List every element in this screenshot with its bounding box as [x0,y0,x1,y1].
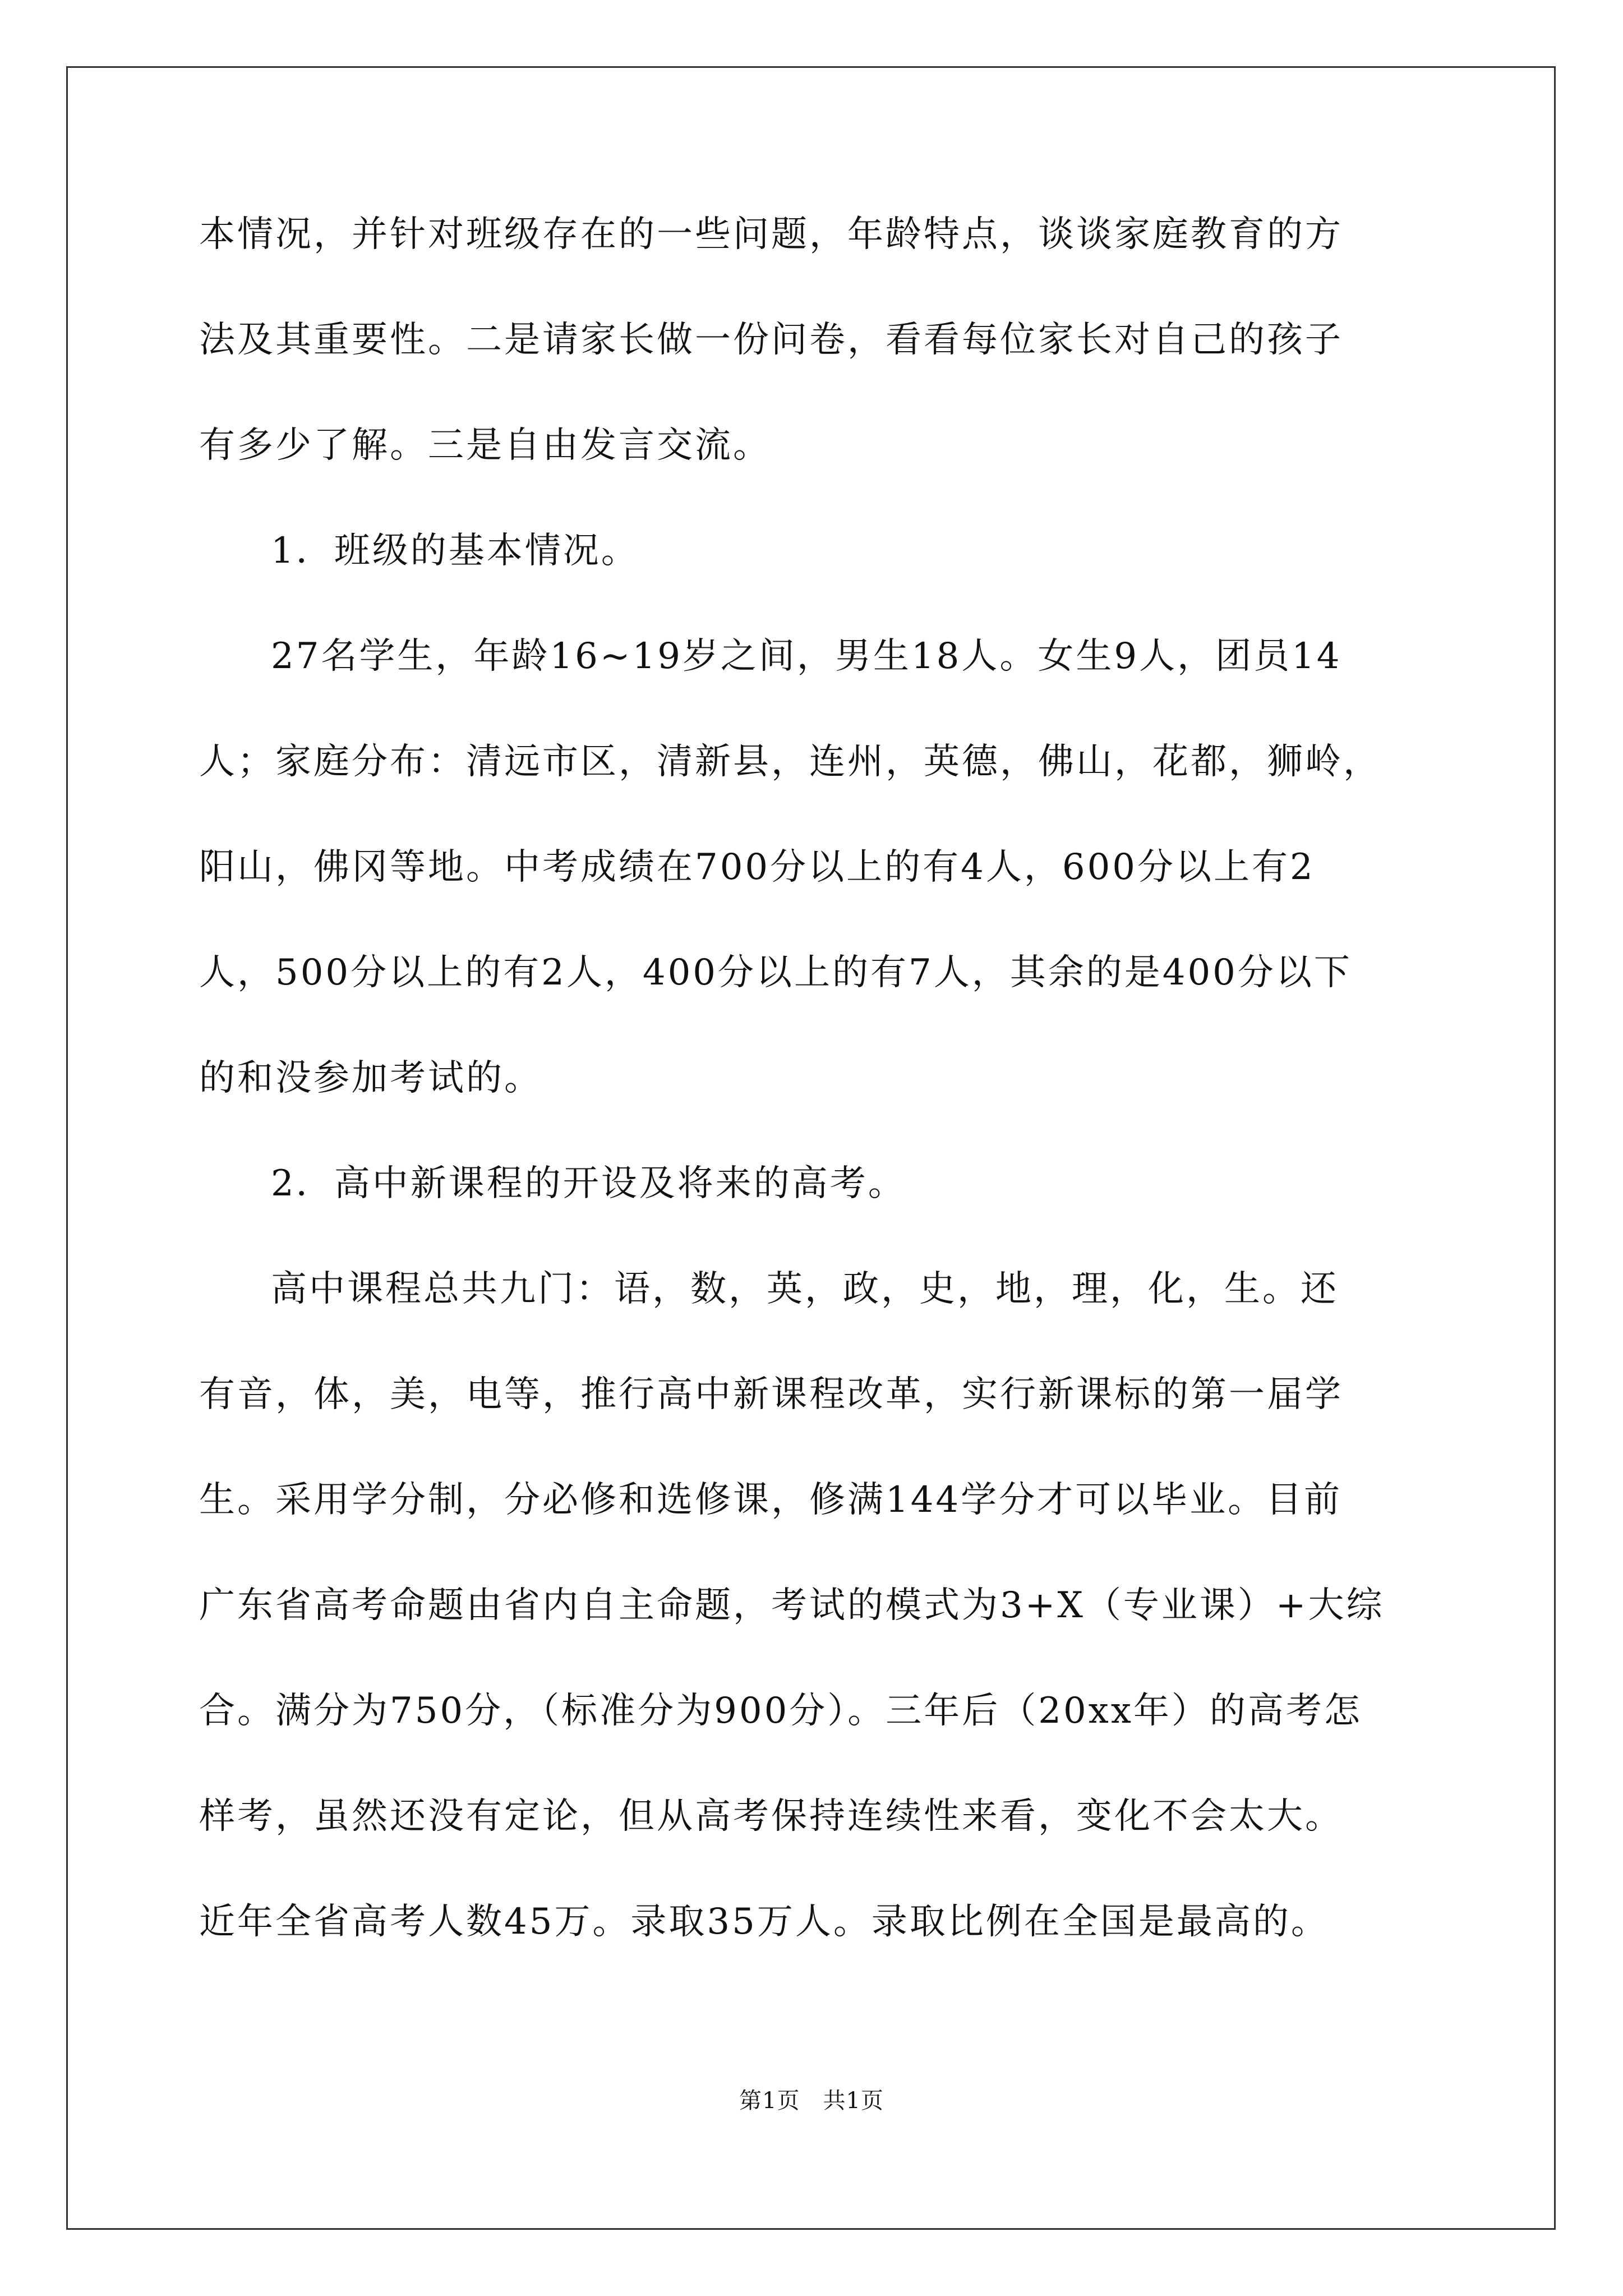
text-line: 生。采用学分制，分必修和选修课，修满144学分才可以毕业。目前 [199,1479,1343,1521]
text-line: 样考，虽然还没有定论，但从高考保持连续性来看，变化不会太大。 [199,1796,1343,1837]
text-line: 27名学生，年龄16~19岁之间，男生18人。女生9人，团员14 [271,636,1342,677]
section-heading: 1．班级的基本情况。 [271,530,639,572]
text-line: 的和没参加考试的。 [199,1057,542,1099]
text-line: 人；家庭分布：清远市区，清新县，连州，英德，佛山，花都，狮岭， [199,741,1381,783]
text-line: 有音，体，美，电等，推行高中新课程改革，实行新课标的第一届学 [199,1374,1343,1415]
text-line: 本情况，并针对班级存在的一些问题，年龄特点，谈谈家庭教育的方 [199,214,1343,255]
text-line: 合。满分为750分，（标准分为900分）。三年后（20xx年）的高考怎 [199,1690,1362,1732]
text-line: 人，500分以上的有2人，400分以上的有7人，其余的是400分以下 [199,952,1352,993]
page-number-footer: 第1页 共1页 [739,2088,884,2114]
text-line: 有多少了解。三是自由发言交流。 [199,425,771,466]
text-line: 阳山，佛冈等地。中考成绩在700分以上的有4人，600分以上有2 [199,846,1315,888]
text-line: 法及其重要性。二是请家长做一份问卷，看看每位家长对自己的孩子 [199,319,1343,361]
text-line: 高中课程总共九门：语，数，英，政，史，地，理，化，生。还 [271,1268,1339,1310]
section-heading: 2．高中新课程的开设及将来的高考。 [271,1163,906,1204]
text-line: 近年全省高考人数45万。录取35万人。录取比例在全国是最高的。 [199,1901,1329,1943]
text-line: 广东省高考命题由省内自主命题，考试的模式为3+X（专业课）+大综 [199,1585,1385,1626]
